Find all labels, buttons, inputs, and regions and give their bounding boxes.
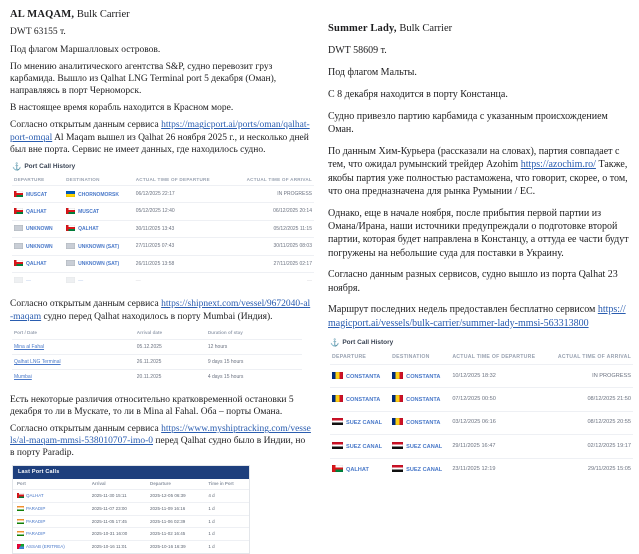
arrival-time: IN PROGRESS [547, 365, 633, 388]
anchor-icon: ⚓ [12, 162, 22, 172]
paragraph-magicport-source [10, 119, 312, 155]
shipnext-port-table [12, 328, 302, 385]
departure-port-link[interactable]: SUEZ CANAL [346, 420, 383, 427]
destination-cell [64, 238, 134, 255]
arrival-time: 08/12/2025 21:50 [547, 388, 633, 411]
departure-port-link[interactable]: — [26, 278, 31, 285]
paragraph-azohim [328, 145, 631, 198]
departure-cell [330, 411, 390, 434]
col-port: Port [17, 481, 26, 487]
departure-cell [12, 220, 64, 237]
myshiptracking-vessel-link[interactable]: https://www.myshiptracking.com/vessels/al-maqam-mmsi-538010707-imo-0 [10, 424, 311, 447]
paragraph-shipnext-source [10, 298, 312, 322]
time-in-port: 4 d [204, 490, 249, 503]
country-flag-icon [66, 225, 75, 231]
arrival-time: 06/12/2025 20:14 [229, 203, 314, 220]
shipnext-vessel-link[interactable]: https://shipnext.com/vessel/9672040-al-maqam [10, 299, 311, 322]
table-row [330, 388, 633, 411]
table-row [13, 490, 249, 503]
table-row [330, 435, 633, 458]
vessel-name: Summer Lady, [328, 23, 397, 34]
country-flag-icon [66, 260, 75, 266]
arrival-date: 05.12.2025 [135, 339, 206, 354]
duration-of-stay: 4 days 15 hours [206, 370, 302, 385]
column-summer-lady [328, 8, 631, 554]
departure-port-link[interactable]: QALHAT [346, 467, 369, 474]
departure-port-link[interactable]: UNKNOWN [26, 243, 53, 250]
vessel-type: Bulk Carrier [74, 9, 130, 20]
departure-cell [330, 365, 390, 388]
time-in-port: 1 d [204, 528, 249, 541]
destination-cell [64, 272, 134, 289]
arrival-time: 2025-11-07 23:00 [88, 502, 146, 515]
country-flag-icon [66, 277, 75, 283]
destination-port-link[interactable]: SUEZ CANAL [406, 443, 443, 450]
col-destination: DESTINATION [392, 354, 430, 361]
port-link[interactable]: Qalhat LNG Terminal [14, 358, 61, 365]
col-destination: DESTINATION [66, 177, 100, 183]
dwt-line: DWT 58609 т. [328, 45, 387, 57]
table-row [330, 365, 633, 388]
country-flag-icon [17, 544, 24, 549]
departure-time: 30/11/2025 13:43 [134, 220, 230, 237]
paragraph-constanta: С 8 декабря находится в порту Констанца. [328, 89, 508, 101]
arrival-time: 27/11/2025 02:17 [229, 255, 314, 272]
departure-port-link[interactable]: CONSTANTA [346, 373, 381, 380]
port-call-history-title: Port Call History [24, 162, 76, 170]
flag-line: Под флагом Мальты. [328, 67, 417, 79]
col-duration: Duration of stay [207, 330, 243, 336]
country-flag-icon [17, 493, 24, 498]
paragraph-text: Al Maqam вышел из Qalhat 26 ноября 2025 г., и несколько дней был вне порта. Сервис не имеет данных, где находилось судно. [10, 132, 309, 155]
col-actual-arrival: ACTUAL TIME OF ARRIVAL [246, 177, 312, 183]
port-link[interactable]: Mumbai [14, 374, 32, 381]
country-flag-icon [392, 395, 403, 402]
time-in-port: 1 d [204, 515, 249, 528]
table-row [12, 186, 314, 203]
country-flag-icon [332, 465, 343, 472]
port-link[interactable]: ASSAB (ERITREA) [26, 544, 65, 550]
time-in-port: 1 d [204, 541, 249, 553]
table-row [12, 255, 314, 272]
paragraph-myshiptracking-source [10, 423, 312, 459]
table-row [13, 528, 249, 541]
table-row [12, 354, 302, 369]
arrival-time: 29/11/2025 15:05 [547, 458, 633, 481]
country-flag-icon [14, 277, 23, 283]
country-flag-icon [332, 418, 343, 425]
anchor-icon: ⚓ [330, 338, 340, 348]
col-port: Port / Date [14, 330, 37, 336]
destination-cell [390, 365, 450, 388]
departure-cell [12, 255, 64, 272]
table-row [12, 220, 314, 237]
departure-time: — [134, 272, 230, 289]
paragraph-stop-difference: Есть некоторые различия относительно кратковременной остановки 5 декабря то ли в Мускате, то ли в Mina al Fahal. Оба – порты Омана. [10, 394, 294, 417]
destination-port-link[interactable]: CONSTANTA [406, 373, 441, 380]
destination-port-link[interactable]: UNKNOWN (SAT) [78, 261, 120, 268]
departure-time: 29/11/2025 16:47 [450, 435, 547, 458]
table-header-row [330, 350, 633, 364]
duration-of-stay: 9 days 15 hours [206, 354, 302, 369]
col-actual-departure: ACTUAL TIME OF DEPARTURE [452, 354, 536, 361]
country-flag-icon [14, 260, 23, 266]
port-call-history-title: Port Call History [342, 338, 394, 346]
destination-port-link[interactable]: MUSCAT [78, 208, 100, 215]
port-call-history-label [12, 163, 312, 171]
vessel-title-al-maqam [10, 8, 312, 21]
arrival-time: 08/12/2025 20:55 [547, 411, 633, 434]
paragraph-text: перед Qalhat судно было в Индии, но в порту Paradip. [10, 436, 306, 459]
country-flag-icon [17, 531, 24, 536]
country-flag-icon [332, 395, 343, 402]
col-arrival-date: Arrival date [136, 330, 163, 336]
country-flag-icon [17, 519, 24, 524]
departure-time: 05/12/2025 12:40 [134, 203, 230, 220]
departure-time: 2025-11-09 16:16 [146, 502, 204, 515]
departure-time: 06/12/2025 22:17 [134, 186, 230, 203]
table-row [13, 541, 249, 553]
time-in-port: 1 d [204, 502, 249, 515]
country-flag-icon [392, 372, 403, 379]
paragraph-qalhat-departure: Согласно данным разных сервисов, судно вышло из порта Qalhat 23 ноября. [328, 269, 618, 294]
arrival-time: 2025-11-30 15:11 [88, 490, 146, 503]
destination-cell [390, 435, 450, 458]
col-time-in-port: Time in Port [208, 481, 234, 487]
country-flag-icon [392, 442, 403, 449]
departure-time: 27/11/2025 07:43 [134, 238, 230, 255]
table-row [12, 339, 302, 354]
paragraph-text: Маршрут последних недель предоставлен бесплатно сервисом [328, 304, 598, 316]
paragraph-text: судно перед Qalhat находилось в порту Mumbai (Индия). [41, 311, 273, 322]
country-flag-icon [17, 506, 24, 511]
arrival-time: 2025-10-31 16:00 [88, 528, 146, 541]
column-al-maqam [10, 8, 312, 554]
departure-time: 03/12/2025 06:16 [450, 411, 547, 434]
paragraph-text: По данным Хим-Курьера (рассказали на словах), партия совпадает с тем, что ожидал румынский трейдер Azohim [328, 145, 620, 171]
paragraph-current-location: В настоящее время корабль находится в Красном море. [10, 103, 234, 114]
destination-port-link[interactable]: CONSTANTA [406, 420, 441, 427]
country-flag-icon [66, 243, 75, 249]
arrival-time: 30/11/2025 08:03 [229, 238, 314, 255]
destination-cell [64, 186, 134, 203]
paragraph-text: Согласно открытым данным сервиса [10, 120, 162, 131]
destination-port-link[interactable]: — [78, 278, 84, 285]
arrival-time: 2025-10-16 11:01 [88, 541, 146, 553]
table-header-row [13, 479, 249, 490]
departure-cell [12, 186, 64, 203]
paragraph-text: Также, якобы партия уже полностью растаможена, что говорит, скорее, о том, что она предназначена для рынка Румынии / ЕС. [328, 159, 628, 197]
table-header-row [12, 328, 302, 339]
destination-cell [64, 203, 134, 220]
paragraph-second-batch-warning: Однако, еще в начале ноября, после прибытия первой партии из Омана/Ирана, наши источники предупреждали о подготовке второй партии, которая будет направлена в Констанцу, а оттуда ее части будут погружены на небольшие суда для поставки в Украину. [328, 207, 629, 259]
departure-time: 23/11/2025 12:19 [450, 458, 547, 481]
departure-cell [12, 203, 64, 220]
destination-port-link[interactable]: CHORNOMORSK [78, 191, 119, 198]
country-flag-icon [332, 372, 343, 379]
departure-port-link[interactable]: MUSCAT [26, 191, 48, 198]
departure-cell [330, 388, 390, 411]
country-flag-icon [392, 418, 403, 425]
departure-cell [12, 272, 64, 289]
departure-time: 2025-10-16 16:39 [146, 541, 204, 553]
table-row [12, 272, 314, 289]
destination-port-link[interactable]: QALHAT [78, 226, 99, 233]
departure-port-link[interactable]: UNKNOWN [26, 226, 53, 233]
table-header-row [12, 174, 314, 185]
departure-cell [12, 238, 64, 255]
departure-port-link[interactable]: SUEZ CANAL [346, 443, 383, 450]
col-arrival: Arrival [91, 481, 106, 487]
col-departure: DEPARTURE [332, 354, 367, 361]
magicport-vessel-link[interactable]: https://magicport.ai/vessels/bulk-carrier/summer-lady-mmsi-563313800 [328, 304, 626, 329]
country-flag-icon [66, 191, 75, 197]
col-departure: DEPARTURE [14, 177, 45, 183]
last-port-calls-table [13, 479, 249, 553]
table-row [330, 458, 633, 481]
country-flag-icon [392, 465, 403, 472]
country-flag-icon [332, 442, 343, 449]
departure-port-link[interactable]: CONSTANTA [346, 396, 381, 403]
paragraph-text: Согласно открытым данным сервиса [10, 424, 162, 435]
port-link[interactable]: PARADIP [26, 505, 46, 511]
port-link[interactable]: PARADIP [26, 518, 46, 524]
port-link[interactable]: PARADIP [26, 531, 46, 537]
country-flag-icon [14, 191, 23, 197]
last-port-calls-widget [12, 465, 250, 554]
col-actual-departure: ACTUAL TIME OF DEPARTURE [135, 177, 210, 183]
departure-port-link[interactable]: QALHAT [26, 208, 47, 215]
destination-cell [64, 220, 134, 237]
country-flag-icon [14, 243, 23, 249]
arrival-time: IN PROGRESS [229, 186, 314, 203]
departure-cell [330, 435, 390, 458]
magicport-port-link[interactable]: https://magicport.ai/ports/oman/qalhat-port-omqal [10, 120, 310, 143]
col-departure: Departure [150, 481, 171, 487]
country-flag-icon [66, 208, 75, 214]
vessel-type: Bulk Carrier [396, 23, 453, 34]
col-actual-arrival: ACTUAL TIME OF ARRIVAL [557, 354, 631, 361]
departure-time: 2025-11-06 02:39 [146, 515, 204, 528]
port-call-history-table-summer-lady [330, 350, 633, 481]
table-row [12, 203, 314, 220]
vessel-name: AL MAQAM, [10, 9, 75, 20]
departure-time: 26/11/2025 13:58 [134, 255, 230, 272]
destination-cell [390, 458, 450, 481]
destination-port-link[interactable]: CONSTANTA [406, 396, 441, 403]
arrival-date: 26.11.2025 [135, 354, 206, 369]
destination-cell [390, 411, 450, 434]
dwt-line: DWT 63155 т. [10, 27, 66, 38]
departure-time: 07/12/2025 00:50 [450, 388, 547, 411]
port-call-history-label [330, 339, 631, 348]
paragraph-cargo-origin: Судно привезло партию карбамида с указанным происхождением Оман. [328, 110, 608, 136]
flag-line: Под флагом Маршалловых островов. [10, 44, 161, 55]
departure-cell [330, 458, 390, 481]
arrival-time: 05/12/2025 11:15 [229, 220, 314, 237]
last-port-calls-title: Last Port Calls [13, 466, 249, 479]
table-row [12, 370, 302, 385]
departure-time: 2025-11-02 16:45 [146, 528, 204, 541]
country-flag-icon [14, 208, 23, 214]
table-row [13, 502, 249, 515]
paragraph-route-source [328, 303, 631, 330]
departure-port-link[interactable]: QALHAT [26, 261, 47, 268]
duration-of-stay: 12 hours [206, 339, 302, 354]
paragraph-text: Согласно открытым данным сервиса [10, 299, 162, 310]
azochim-link[interactable]: https://azochim.ro/ [520, 159, 596, 171]
arrival-time: 2025-11-05 17:45 [88, 515, 146, 528]
destination-cell [390, 388, 450, 411]
port-link[interactable]: Mina al Fahal [14, 343, 45, 350]
table-row [13, 515, 249, 528]
destination-port-link[interactable]: UNKNOWN (SAT) [78, 243, 120, 250]
arrival-time: 02/12/2025 19:17 [547, 435, 633, 458]
destination-cell [64, 255, 134, 272]
vessel-title-summer-lady [328, 22, 631, 36]
table-row [330, 411, 633, 434]
arrival-time: — [229, 272, 314, 289]
port-link[interactable]: QALHAT [26, 493, 44, 499]
arrival-date: 20.11.2025 [135, 370, 206, 385]
country-flag-icon [14, 225, 23, 231]
table-row [12, 238, 314, 255]
port-call-history-table-al-maqam [12, 174, 314, 289]
departure-time: 10/12/2025 18:32 [450, 365, 547, 388]
departure-time: 2025-12-05 06:39 [146, 490, 204, 503]
paragraph-sp-analysis: По мнению аналитического агентства S&P, судно перевозит груз карбамида. Вышло из Qalhat LNG Terminal port 5 декабря (Оман), направляясь в порт Черноморск. [10, 61, 277, 97]
destination-port-link[interactable]: SUEZ CANAL [406, 467, 443, 474]
